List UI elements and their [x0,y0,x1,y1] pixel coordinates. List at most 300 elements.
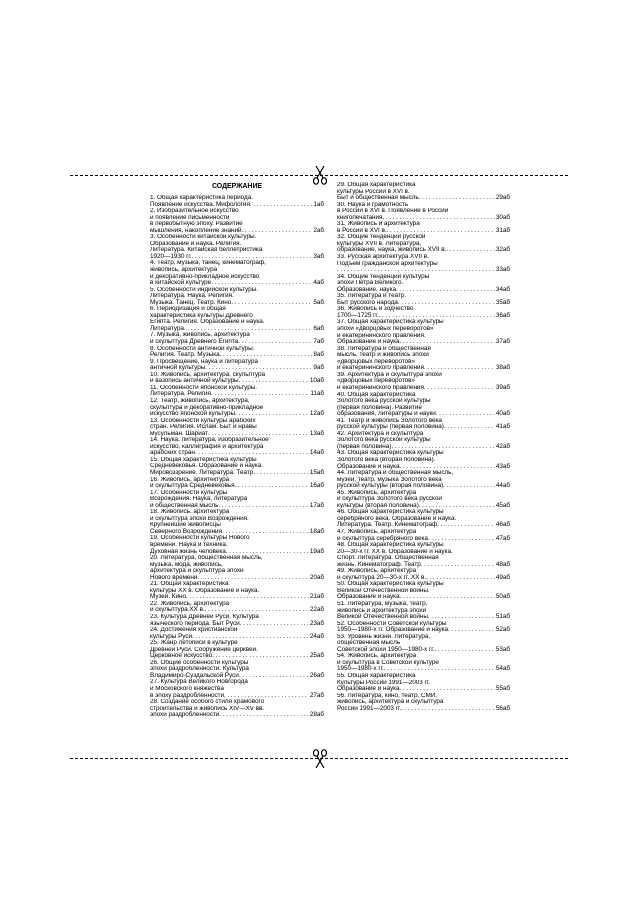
toc-entry-line: Древней Руси. Сооружение церквей. [150,646,258,653]
toc-entry-line: 37. Общая характеристика культуры [337,319,444,326]
toc-entry [337,542,510,568]
toc-entry-line: культуры XX в. Образование и наука. [150,587,260,594]
toc-entry [337,490,510,510]
toc-entry-line: Золотого века русской культуры [337,398,431,405]
toc-entry-line: 28. Создание особого стиля храмового [150,699,265,706]
toc-entry-line: мысль, театр и живопись эпохи [337,352,429,359]
dot-leader [401,706,495,713]
toc-entry-line: 53. Уровень жизни. Литература, [337,633,431,640]
toc-entry-line: 42. Архитектура и скульптура [337,430,424,437]
toc-entry-text: и скульптура серебряного века [337,534,428,542]
contents-list-right [337,182,510,712]
toc-entry-line: 26. Общие особенности культуры [150,659,249,666]
toc-entry-line: и декоративно-прикладное искусство [150,273,260,280]
dot-leader [231,300,312,307]
toc-entry [337,418,510,431]
toc-entry-text: жизнь. Кинематограф. Театр [337,560,421,568]
toc-entry-line: 25. Жанр летописи в культуре [150,640,238,647]
toc-entry-text: мусульман. Шариат [150,429,208,437]
toc-entry-text: 1700—1725 гг. [337,311,379,319]
toc-page-number: 41аб [495,423,510,431]
toc-entry-line: 33. Русская архитектура XVII в. [337,254,429,261]
toc-entry-line: 56. Литература, кино, театр, СМИ, [337,692,438,699]
dot-leader [437,522,495,529]
toc-entry [150,195,324,208]
toc-page-number: 24аб [309,632,324,640]
toc-entry [337,372,510,392]
toc-entry [150,679,324,699]
toc-entry-line: в России в XVI в. Появление в России [337,208,449,215]
toc-entry [337,653,510,673]
toc-entry-text: Появление искусства. Мифология [150,200,250,208]
toc-entry [337,529,510,542]
toc-entry-line: 6. Периодизация и общая [150,306,226,313]
toc-entry-line: Культуры России 1991—2003 гг. [337,679,431,686]
toc-entry-line: и екатерининского правления. [337,332,426,339]
toc-entry [150,601,324,614]
toc-entry-text: в эпоху раздробленности [150,691,225,699]
toc-entry-line: Подъем гражданской архитектуры [337,260,438,267]
toc-entry [150,640,324,660]
dot-leader [219,712,309,719]
toc-entry [337,293,510,306]
toc-entry [337,693,510,713]
toc-entry [150,614,324,627]
toc-entry-text: искусство японской культуры [150,410,236,418]
toc-page-number: 14аб [309,449,324,457]
dot-leader [421,562,495,569]
toc-entry-text: Образование и наука [337,462,400,470]
toc-entry-line: 21. Общая характеристика [150,581,229,588]
toc-entry-line: и Московского княжества [150,686,224,693]
toc-entry-line: и скульптура эпохи Возрождения. [150,515,249,522]
toc-entry-text: арабских стран [150,449,195,457]
toc-entry-text: Образование и наука [337,685,400,693]
toc-entry-line: 9. Просвещение, наука и литература [150,358,258,365]
toc-entry [150,490,324,510]
dot-leader [235,483,309,490]
toc-entry [337,221,510,234]
toc-entry-line: 46. Общая характеристика культуры [337,509,444,516]
toc-entry-line: общественная мысль [337,640,401,647]
toc-page-number: 50аб [495,593,510,601]
toc-entry-line: 36. Живопись и зодчество [337,306,414,313]
toc-entry [337,621,510,634]
toc-entry-line: 29. Общая характеристика [337,182,416,188]
toc-page-number: 51аб [495,613,510,621]
toc-page-number: 35аб [495,298,510,306]
toc-entry-text: Быт и общественная мысль [337,194,419,202]
toc-entry-line: 52. Особенности Советской культуры [337,620,447,627]
toc-entry-text: 1920—1930 гг. [150,252,192,260]
toc-entry-text: культуры Руси [150,632,193,640]
toc-page-number: 48аб [495,560,510,568]
toc-page-number: 8аб [313,351,324,359]
toc-entry-line: 14. Наука, литература, изобразительное [150,437,269,444]
toc-page-number: 45аб [495,501,510,509]
toc-entry-line: 38. Литература и общественная [337,345,431,352]
toc-entry [337,673,510,693]
toc-entry-line: 45. Живопись, архитектура [337,489,417,496]
toc-entry [337,601,510,621]
toc-entry-text: и скульптура Древнего Египта [150,338,239,346]
toc-page-number: 13аб [309,429,324,437]
toc-entry [150,535,324,555]
toc-entry [337,306,510,319]
toc-entry-text: России 1991—2003 гг. [337,704,402,712]
toc-entry-text: 1950—1980-х гг. Образование и наука [337,626,449,634]
toc-page-number: 9аб [313,364,324,372]
toc-entry-line: 40. Общая характеристика [337,391,416,398]
toc-page-number: 38аб [495,364,510,372]
toc-entry-line: «дворцовых переворотов» [337,378,415,385]
toc-page-number: 28аб [309,711,324,719]
toc-entry [337,182,510,202]
toc-entry-last-line [150,712,324,719]
toc-entry-line: 54. Живопись, архитектура [337,653,417,660]
toc-entry [337,634,510,654]
toc-entry-text: и екатерининского правления [337,364,424,372]
toc-entry-line: 17. Особенности культуры [150,489,228,496]
toc-entry-text: культуры (вторая половина) [337,501,419,509]
toc-entry-line: 47. Живопись, архитектура [337,528,417,535]
toc-entry [337,450,510,470]
toc-entry [150,398,324,418]
toc-entry [150,359,324,372]
toc-entry-text: Музыка. Танец. Театр. Кино [150,298,232,306]
toc-entry-line: 19. Особенности культуры Нового [150,535,250,542]
toc-entry-line: 44. Литература и общественная мысль, [337,470,454,477]
toc-page-number: 23аб [309,619,324,627]
toc-page-number: 10аб [309,377,324,385]
toc-entry-line: 13. Особенности культуры арабских [150,417,256,424]
toc-entry-line: 50. Общая характеристика культуры [337,581,444,588]
toc-entry-line: серебряного века. Образование и наука. [337,515,457,522]
toc-entry-line: 11. Особенности японской культуры. [150,384,257,391]
toc-page-number: 26аб [309,671,324,679]
toc-entry-line: 39. Архитектура и скульптура эпохи [337,371,442,378]
toc-page-number: 5аб [313,298,324,306]
toc-entry-line: в первобытную эпоху. Развитие [150,221,243,228]
toc-entry [150,418,324,438]
toc-entry [337,346,510,372]
toc-entry-text: образование, наука, живопись XVII в. [337,246,447,254]
toc-entry-line: 23. Культура Древней Руси. Культура [150,614,259,620]
toc-entry-text: языческого периода. Быт Руси [150,619,240,627]
toc-entry-line: 30. Наука и грамотность [337,201,409,208]
toc-entry-text: (первая половина) [337,442,392,450]
toc-page-number: 1аб [313,200,324,208]
toc-entry-text: книгопечатания [337,213,383,221]
toc-page-number: 12аб [309,410,324,418]
toc-entry [337,319,510,345]
toc-page-number: 19аб [309,547,324,555]
dot-leader [239,673,309,680]
toc-entry-text: и скульптура Средневековья [150,482,235,490]
toc-entry-line: и появление письменности [150,214,230,221]
toc-entry-text: в России в XVI в. [337,226,387,234]
toc-entry-line: эпохи «дворцовых переворотов» [337,326,434,333]
toc-page-number: 22аб [309,606,324,614]
toc-entry-line: 51. Литература, музыка, театр, [337,601,428,607]
toc-entry-line: 1. Общая характеристика периода. [150,195,253,201]
toc-entry-text: Мировоззрение. Литература. Театр [150,468,254,476]
toc-entry-line: 3. Особенности китайской культуры. [150,234,257,241]
toc-entry-line: 31. Живопись и архитектура [337,221,420,228]
toc-page-number: 7аб [313,338,324,346]
toc-page-number: 3аб [313,252,324,260]
toc-page-number: 34аб [495,285,510,293]
toc-page-number: 31аб [495,226,510,234]
toc-page-number: 6аб [313,324,324,332]
toc-page-number: 25аб [309,652,324,660]
toc-page-number: 20аб [309,573,324,581]
dot-leader [419,195,495,202]
toc-entry-text: Образование и наука [337,338,400,346]
toc-entry [337,568,510,581]
dot-leader [424,385,495,392]
toc-entry-line: 34. Общие тенденции культуры [337,273,430,280]
toc-entry-text: Церковное искусство [150,652,213,660]
toc-entry [150,372,324,385]
toc-entry-line: Крупнейшие живописцы [150,522,221,529]
toc-entry-line: Египта. Религия. Образование и наука. [150,319,265,326]
toc-entry-text: и вазопись античной культуры [150,377,239,385]
toc-entry-line: 8. Особенности античной культуры. [150,345,255,352]
toc-entry-text: античной культуры [150,364,206,372]
toc-entry [150,581,324,601]
toc-entry-line: Средневековья. Образование и наука. [150,463,263,470]
toc-entry-line: и скульптура Золотого века русской [337,496,442,503]
toc-entry [150,306,324,332]
toc-entry-line: строительства и живопись XIV—XV вв. [150,705,265,712]
toc-entry-text: и общественная мысль [150,501,219,509]
toc-entry-text: Нового времени [150,573,198,581]
toc-entry [337,509,510,529]
toc-entry-line: 18. Живопись, архитектура [150,509,230,516]
toc-entry-line: 41. Театр и живопись Золотого века [337,417,442,424]
toc-page-number: 11аб [310,390,324,398]
toc-entry [337,392,510,418]
toc-entry [150,208,324,234]
toc-entry [337,254,510,274]
dot-leader [443,483,495,490]
toc-entry-text: образования, литературы и науки [337,410,436,418]
toc-entry [150,437,324,457]
toc-page-number: 47аб [495,534,510,542]
toc-entry-text: в китайской культуре [150,279,212,287]
toc-entry-line: культуры XVII в. Литература, [337,240,422,247]
toc-entry [150,346,324,359]
toc-entry-line: музеи, театр, музыка Золотого века [337,476,442,483]
toc-entry-line: культуры России в XVI в. [337,188,410,195]
toc-page-number: 37аб [495,338,510,346]
toc-page-number: 39аб [495,383,510,391]
toc-entry [150,287,324,307]
toc-entry-last-line [337,706,510,713]
toc-entry-line: архитектура и скульптура эпохи [150,568,244,575]
toc-entry-line: 49. Живопись, архитектура [337,568,417,575]
toc-entry-text: Образование, наука [337,285,396,293]
toc-entry [150,555,324,581]
toc-entry-line: стран. Религия. Ислам. Быт и нравы [150,424,257,431]
toc-entry-line: 12. Театр, живопись, архитектура, [150,397,250,404]
toc-entry-text: 1950—1980-х гг. [337,665,384,673]
toc-entry [150,477,324,490]
toc-page-number: 15аб [309,468,324,476]
toc-entry-line: 15. Общая характеристика культуры [150,456,257,463]
toc-page-number: 36аб [495,311,510,319]
toc-entry-text: Музеи. Кино [150,593,186,601]
toc-entry-line: 4. Театр, музыка, танец, кинематограф, [150,260,266,267]
toc-entry-line: Великой Отечественной войны. [337,587,430,594]
toc-entry [150,699,324,719]
toc-entry [150,457,324,477]
toc-page-number: 17аб [309,501,324,509]
toc-entry-line: 55. Общая характеристика [337,673,416,680]
toc-page-number: 54аб [495,665,510,673]
dot-leader [434,647,494,654]
toc-entry-text: эпохи раздробленности [150,711,220,719]
toc-entry-text: Советской эпохи 1950—1980-х гг. [337,645,435,653]
dot-leader [446,247,495,254]
toc-entry-text: мышления, накопление знаний [150,226,242,234]
toc-page-number: 30аб [495,213,510,221]
contents-right-column [337,182,510,712]
toc-entry [150,627,324,640]
dot-leader [396,287,495,294]
toc-entry [150,509,324,535]
dot-leader [436,411,495,418]
toc-page-number: 21аб [309,593,324,601]
toc-page-number: 27аб [309,691,324,699]
toc-entry-text: и скульптура XX в. [150,606,205,614]
toc-entry [337,581,510,601]
toc-page-number: 18аб [309,527,324,535]
contents-heading: СОДЕРЖАНИЕ [211,183,263,190]
toc-entry-line: скульптура и декоративно-прикладное [150,404,264,411]
toc-entry-text: Духовная жизнь человека [150,547,226,555]
toc-page-number: 43аб [495,462,510,470]
toc-entry-text: и скульптура 20—30-х гг. XX в. [337,573,427,581]
toc-entry [337,431,510,451]
toc-entry-line: 5. Особенности индийской культуры. [150,286,258,293]
toc-entry-line: 2. Изобразительное искусство [150,208,239,215]
toc-entry-line: 35. Литература и театр. [337,293,407,300]
toc-page-number: 4аб [313,279,324,287]
toc-page-number: 49аб [495,573,510,581]
toc-entry-line: искусство, каллиграфия и архитектура [150,443,264,450]
toc-entry-line: Литература. Китайская беллетристика [150,247,263,254]
toc-entry-text: Литература. Театр. Кинематограф [337,521,438,529]
toc-entry [337,202,510,222]
toc-entry-line: эпохи Петра Великого. [337,280,404,287]
toc-page-number: 16аб [309,482,324,490]
toc-entry-text: русской культуры (первая половина) [337,423,444,431]
toc-entry [337,470,510,490]
dot-leader [240,621,309,628]
toc-entry-line: Золотого века русской культуры [337,437,431,444]
toc-entry-line: эпохи раздробленности. Культура [150,666,249,673]
toc-entry-line: Литература. Наука. Религия. [150,293,234,300]
toc-page-number: 42аб [495,442,510,450]
toc-entry-text: русской культуры (вторая половина) [337,482,444,490]
toc-entry-line: характеристика культуры Древнего [150,312,253,319]
toc-entry [150,260,324,286]
toc-entry-text: Великой Отечественной войны [337,613,428,621]
toc-entry-text: и екатерининского правления [337,383,424,391]
toc-entry-line: и скульптура в Советской культуре [337,659,439,666]
toc-page-number: 55аб [495,685,510,693]
toc-entry-line: живопись и архитектура эпохи [337,607,427,614]
toc-entry-line: живопись, архитектура и скульптура [337,699,444,706]
toc-entry-text: Литература [150,324,184,332]
dot-leader [218,503,308,510]
toc-entry-line: Спорт. Литература. Общественная [337,555,439,562]
toc-page-number: 40аб [495,410,510,418]
toc-entry-line: «дворцовых переворотов» [337,358,415,365]
toc-page-number: 53аб [495,645,510,653]
toc-entry-line: 24. Достижения христианской [150,627,238,634]
toc-page-number: 33аб [495,266,510,274]
toc-entry-line: 43. Общая характеристика культуры [337,450,444,457]
toc-entry [150,385,324,398]
toc-entry-line: музыка, мода, живопись, [150,561,223,568]
scissors-icon [309,748,331,770]
contents-list-left [150,195,324,719]
dot-leader [444,424,495,431]
toc-page-number: 2аб [313,226,324,234]
toc-entry-line: Образование и наука. Религия. [150,240,242,247]
toc-entry-line: 10. Живопись, архитектура, скульптура [150,371,265,378]
toc-entry-text: Литература. Религия [150,390,211,398]
toc-page-number: 46аб [495,521,510,529]
toc-page-number: 56аб [495,704,510,712]
toc-entry-text: Религия. Театр. Музыка [150,351,220,359]
dot-leader [250,202,313,209]
toc-entry-line: времени. Наука и техника. [150,541,228,548]
toc-entry-line: Золотого века (вторая половина). [337,456,436,463]
dot-leader [448,627,495,634]
toc-entry-text: Северного Возрождения [150,527,222,535]
toc-page-number: 32аб [495,246,510,254]
toc-entry-line: 27. Культура Великого Новгорода [150,679,248,686]
toc-entry-line: 22. Живопись, архитектура [150,600,230,607]
toc-entry-text: Быт русского народа [337,298,398,306]
toc-entry-line: (первая половина). Развитие [337,404,422,411]
contents-left-column [150,182,324,719]
toc-entry-text: Образование и наука [337,593,400,601]
toc-entry-line: 7. Музыка, живопись, архитектура [150,332,250,339]
toc-entry-line: 32. Общие тенденции русской [337,234,426,241]
toc-entry [150,660,324,680]
toc-entry [150,234,324,260]
toc-entry-line: 16. Живопись, архитектура [150,476,230,483]
toc-entry-line: живопись, архитектура [150,267,218,274]
toc-entry-line: 20—30-х гг. XX в. Образование и наука. [337,548,453,555]
toc-entry-line: 20. Литература, общественная мысль, [150,555,263,562]
toc-page-number: 52аб [495,626,510,634]
toc-entry-line: 48. Общая характеристика культуры [337,542,444,549]
toc-page-number: 29аб [495,194,510,202]
toc-entry-line: Возрождения. Наука, литература [150,496,248,503]
toc-entry [337,274,510,294]
toc-page-number: 44аб [495,482,510,490]
dot-leader [253,470,309,477]
toc-entry [150,332,324,345]
toc-entry-text: Владимиро-Суздальской Руси [150,671,239,679]
toc-entry [337,234,510,254]
